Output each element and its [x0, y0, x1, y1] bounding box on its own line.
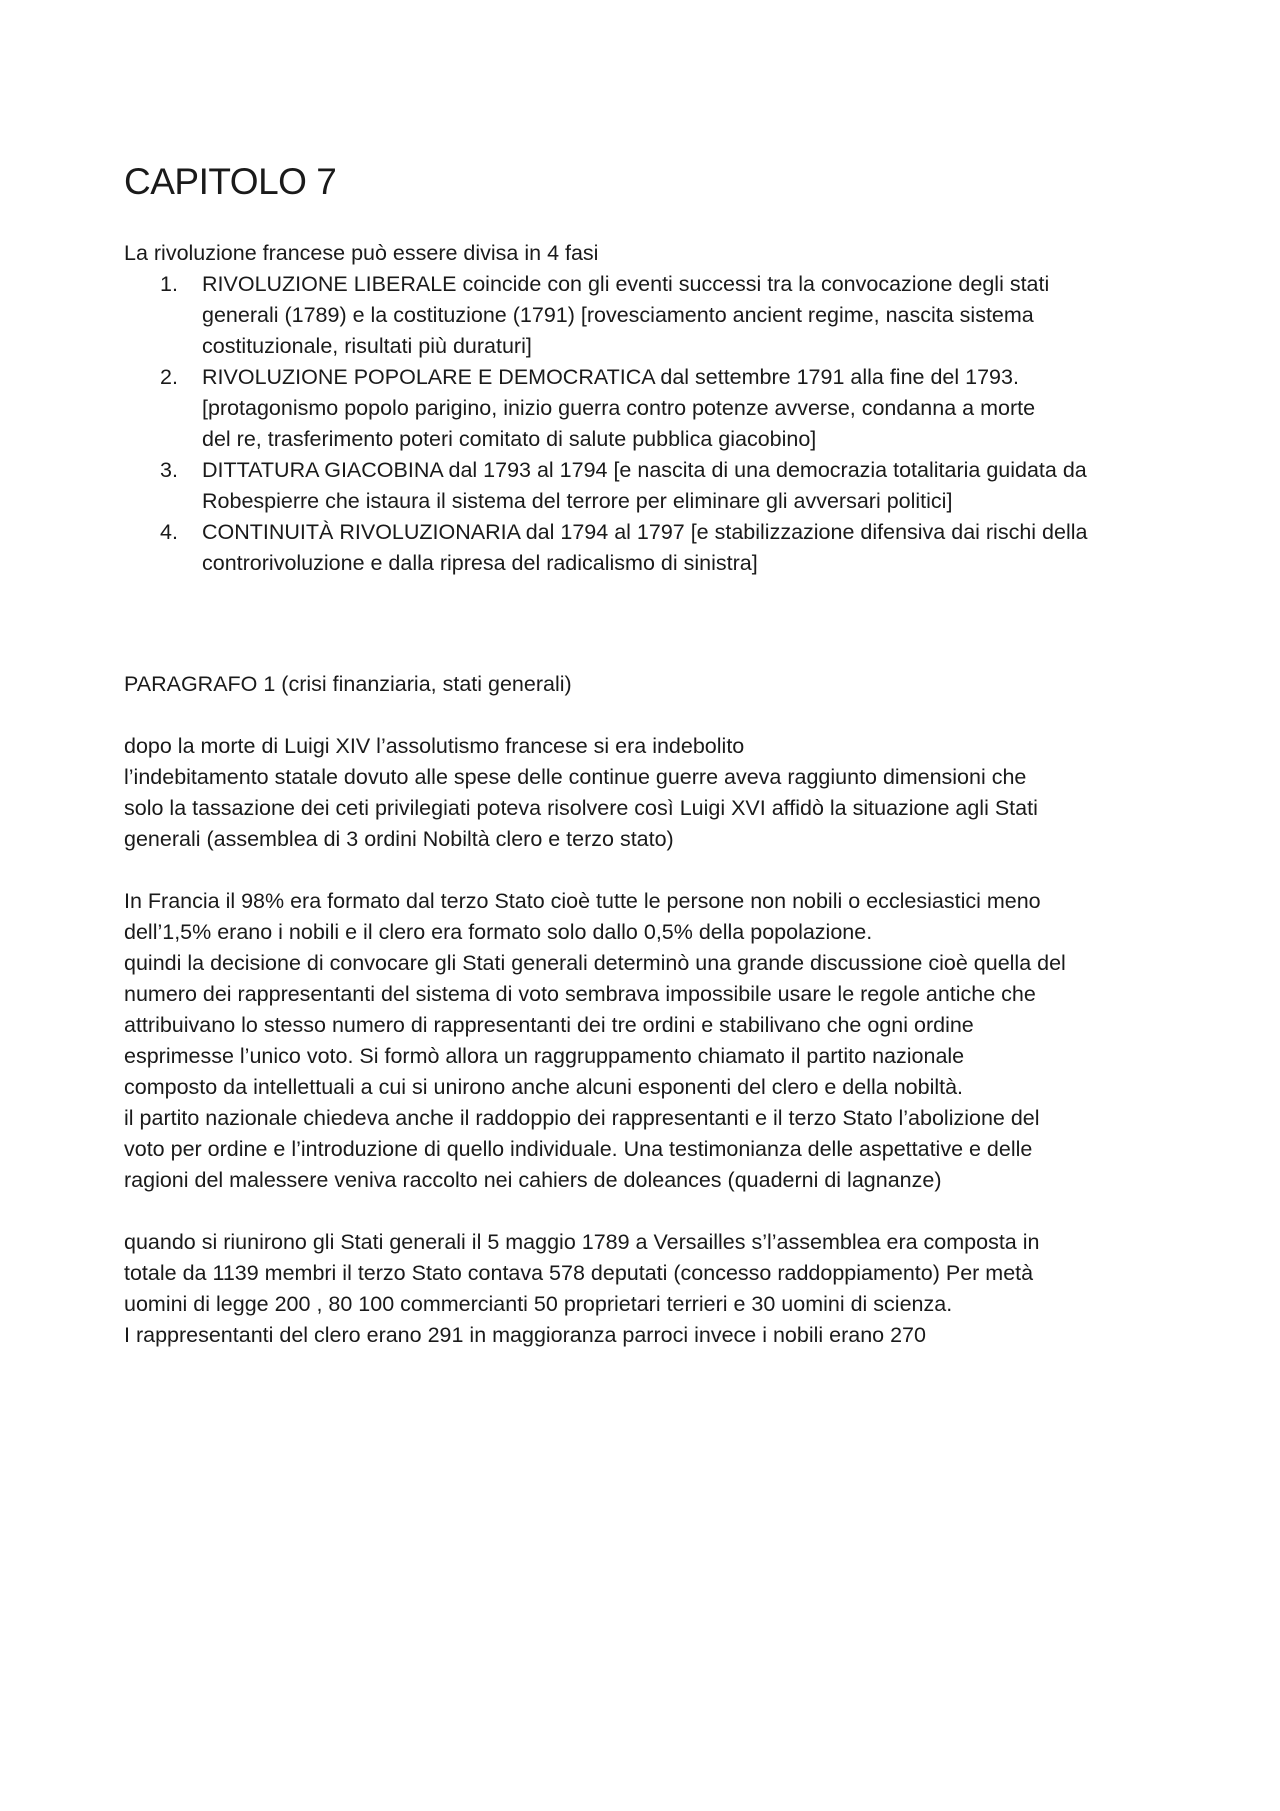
text-line: dell’1,5% erano i nobili e il clero era formato solo dallo 0,5% della popolazione.: [124, 920, 873, 944]
text-line: uomini di legge 200 , 80 100 commercianti 50 proprietari terrieri e 30 uomini di scienza.: [124, 1292, 953, 1316]
phase-item-2: [124, 362, 1174, 455]
text-line: costituzionale, risultati più duraturi]: [202, 334, 532, 358]
text-line: [protagonismo popolo parigino, inizio guerra contro potenze avverse, condanna a morte: [202, 396, 1036, 420]
intro-line: La rivoluzione francese può essere divisa in 4 fasi: [124, 241, 599, 265]
text-line: quindi la decisione di convocare gli Stati generali determinò una grande discussione cioè quella del: [124, 951, 1066, 975]
text-line: RIVOLUZIONE LIBERALE coincide con gli eventi successi tra la convocazione degli stati: [202, 272, 1050, 296]
text-line: controrivoluzione e dalla ripresa del radicalismo di sinistra]: [202, 551, 758, 575]
text-line: Robespierre che istaura il sistema del terrore per eliminare gli avversari politici]: [202, 489, 953, 513]
text-line: composto da intellettuali a cui si unirono anche alcuni esponenti del clero e della nobiltà.: [124, 1075, 964, 1099]
text-line: il partito nazionale chiedeva anche il raddoppio dei rappresentanti e il terzo Stato l’abolizione del: [124, 1106, 1040, 1130]
text-line: generali (assemblea di 3 ordini Nobiltà clero e terzo stato): [124, 827, 674, 851]
text-line: CONTINUITÀ RIVOLUZIONARIA dal 1794 al 1797 [e stabilizzazione difensiva dai rischi della: [202, 520, 1088, 544]
paragraph-title: PARAGRAFO 1 (crisi finanziaria, stati generali): [124, 672, 572, 696]
phase-item-4: [124, 517, 1174, 579]
paragraph-block-2: [124, 886, 1174, 1196]
document-content: [124, 160, 1174, 1351]
text-line: voto per ordine e l’introduzione di quello individuale. Una testimonianza delle aspettative e delle: [124, 1137, 1033, 1161]
text-line: DITTATURA GIACOBINA dal 1793 al 1794 [e nascita di una democrazia totalitaria guidata da: [202, 458, 1087, 482]
phases-list: [124, 269, 1174, 579]
text-line: numero dei rappresentanti del sistema di voto sembrava impossibile usare le regole antiche che: [124, 982, 1036, 1006]
phase-number: 2.: [160, 365, 178, 389]
text-line: totale da 1139 membri il terzo Stato contava 578 deputati (concesso raddoppiamento) Per metà: [124, 1261, 1034, 1285]
phase-number: 3.: [160, 458, 178, 482]
text-line: RIVOLUZIONE POPOLARE E DEMOCRATICA dal settembre 1791 alla fine del 1793.: [202, 365, 1019, 389]
phase-number: 4.: [160, 520, 178, 544]
text-line: I rappresentanti del clero erano 291 in maggioranza parroci invece i nobili erano 270: [124, 1323, 926, 1347]
text-line: esprimesse l’unico voto. Si formò allora un raggruppamento chiamato il partito nazionale: [124, 1044, 965, 1068]
phase-item-1: [124, 269, 1174, 362]
text-line: In Francia il 98% era formato dal terzo Stato cioè tutte le persone non nobili o ecclesiastici meno: [124, 889, 1041, 913]
text-line: l’indebitamento statale dovuto alle spese delle continue guerre aveva raggiunto dimensioni che: [124, 765, 1027, 789]
text-line: del re, trasferimento poteri comitato di salute pubblica giacobino]: [202, 427, 817, 451]
text-line: ragioni del malessere veniva raccolto nei cahiers de doleances (quaderni di lagnanze): [124, 1168, 942, 1192]
chapter-title: CAPITOLO 7: [124, 161, 337, 202]
phase-number: 1.: [160, 272, 178, 296]
paragraph-block-1: [124, 731, 1174, 855]
text-line: quando si riunirono gli Stati generali il 5 maggio 1789 a Versailles s’l’assemblea era composta in: [124, 1230, 1040, 1254]
text-line: attribuivano lo stesso numero di rappresentanti dei tre ordini e stabilivano che ogni ordine: [124, 1013, 974, 1037]
phase-item-3: [124, 455, 1174, 517]
text-line: generali (1789) e la costituzione (1791) [rovesciamento ancient regime, nascita sistema: [202, 303, 1034, 327]
text-line: solo la tassazione dei ceti privilegiati poteva risolvere così Luigi XVI affidò la situazione agli Stati: [124, 796, 1038, 820]
paragraph-block-3: [124, 1227, 1174, 1351]
text-line: dopo la morte di Luigi XIV l’assolutismo francese si era indebolito: [124, 734, 745, 758]
